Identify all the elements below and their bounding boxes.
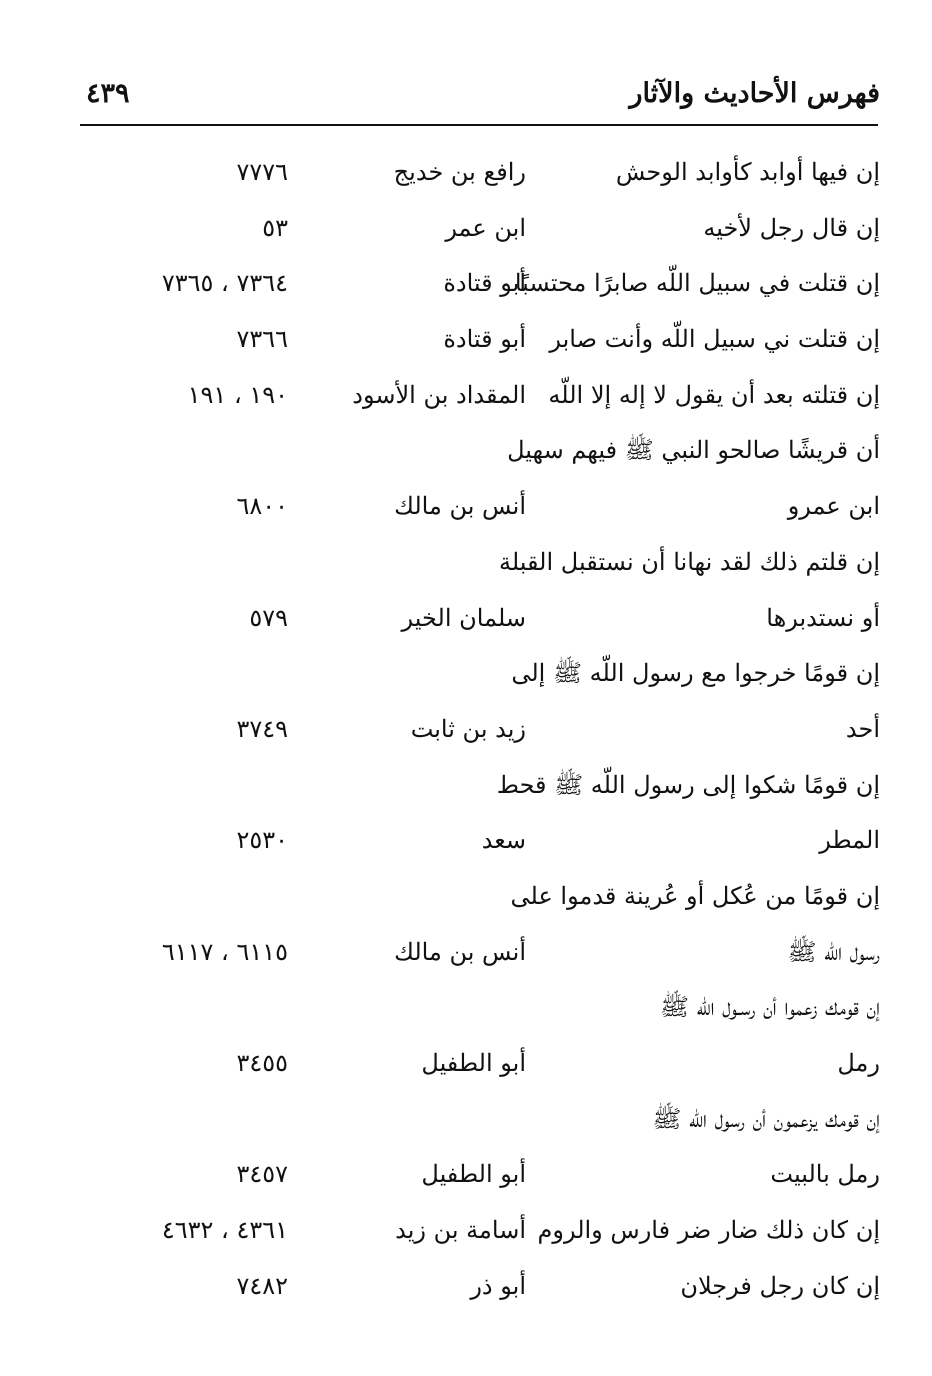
page-title: فهرس الأحاديث والآثار xyxy=(629,78,880,109)
index-entry xyxy=(0,1093,932,1149)
hadith-text: رمل بالبيت xyxy=(770,1160,880,1189)
hadith-text: إن قلتم ذلك لقد نهانا أن نستقبل القبلة xyxy=(498,547,880,576)
index-entry xyxy=(0,257,932,313)
hadith-text: إن قتلته بعد أن يقول لا إله إلا اللّه xyxy=(548,380,880,409)
narrator: رافع بن خديج xyxy=(393,158,526,186)
index-entry xyxy=(0,981,932,1037)
hadith-numbers: ٥٣ xyxy=(262,213,288,242)
hadith-numbers: ٥٧٩ xyxy=(249,603,288,632)
hadith-text: إن قومًا خرجوا مع رسول اللّه ﷺ إلى xyxy=(511,659,880,688)
narrator: أبو الطفيل xyxy=(421,1160,526,1189)
header-divider xyxy=(80,124,878,126)
hadith-text: رمل xyxy=(837,1049,880,1077)
hadith-index-list xyxy=(0,146,932,1315)
index-entry xyxy=(0,1148,932,1204)
index-entry xyxy=(0,480,932,536)
hadith-text: المطر xyxy=(819,826,880,855)
page-number: ٤٣٩ xyxy=(86,78,130,109)
page-header xyxy=(80,70,880,120)
hadith-numbers: ٣٤٥٧ xyxy=(236,1160,288,1189)
hadith-numbers: ٤٣٦١ ، ٤٦٣٢ xyxy=(161,1216,288,1245)
hadith-numbers: ١٩٠ ، ١٩١ xyxy=(187,380,288,409)
index-entry xyxy=(0,1260,932,1316)
index-entry xyxy=(0,536,932,592)
index-entry xyxy=(0,870,932,926)
narrator: أسامة بن زيد xyxy=(395,1216,526,1245)
hadith-text: إن قتلت ني سبيل اللّه وأنت صابر xyxy=(549,325,880,354)
index-entry xyxy=(0,313,932,369)
index-entry xyxy=(0,814,932,870)
hadith-numbers: ٢٥٣٠ xyxy=(236,826,288,855)
hadith-text: إن فيها أوابد كأوابد الوحش xyxy=(615,158,880,186)
index-entry xyxy=(0,202,932,258)
hadith-numbers: ٧٤٨٢ xyxy=(236,1271,288,1300)
hadith-text: إن قومًا من عُكل أو عُرينة قدموا على xyxy=(510,881,880,910)
hadith-text: رسول اللّه ﷺ xyxy=(787,937,880,966)
hadith-text: إن قومك يزعمون أن رسول اللّه ﷺ xyxy=(652,1104,880,1133)
hadith-text: إن قومك زعموا أن رسـول اللّه ﷺ xyxy=(659,993,880,1022)
hadith-text: إن كان ذلك ضار ضر فارس والروم xyxy=(537,1216,880,1245)
narrator: أنس بن مالك xyxy=(394,937,526,966)
narrator: المقداد بن الأسود xyxy=(352,380,526,409)
narrator: سعد xyxy=(481,826,526,855)
index-entry xyxy=(0,146,932,202)
narrator: أبو ذر xyxy=(470,1271,526,1300)
narrator: أبو قتادة xyxy=(443,325,526,354)
hadith-text: أن قريشًا صالحو النبي ﷺ فيهم سهيل xyxy=(507,436,880,465)
hadith-text: إن قال رجل لأخيه xyxy=(703,213,880,242)
hadith-numbers: ٦١١٥ ، ٦١١٧ xyxy=(161,937,288,966)
narrator: ابن عمر xyxy=(445,213,526,242)
narrator: أنس بن مالك xyxy=(394,492,526,521)
hadith-text: أو نستدبرها xyxy=(766,603,880,632)
index-entry xyxy=(0,1204,932,1260)
hadith-numbers: ٦٨٠٠ xyxy=(236,492,288,521)
hadith-text: ابن عمرو xyxy=(787,492,880,521)
narrator: زيد بن ثابت xyxy=(410,714,526,743)
hadith-numbers: ٣٤٥٥ xyxy=(236,1049,288,1077)
index-entry xyxy=(0,926,932,982)
index-entry xyxy=(0,1037,932,1093)
hadith-numbers: ٧٧٧٦ xyxy=(236,158,288,186)
hadith-numbers: ٧٣٦٦ xyxy=(236,325,288,354)
narrator: أبو قتادة xyxy=(443,269,526,298)
hadith-numbers: ٧٣٦٤ ، ٧٣٦٥ xyxy=(161,269,288,298)
hadith-text: إن قومًا شكوا إلى رسول اللّه ﷺ قحط xyxy=(496,770,880,799)
hadith-text: إن قتلت في سبيل اللّه صابرًا محتسبًا xyxy=(514,269,880,298)
index-entry xyxy=(0,759,932,815)
hadith-text: إن كان رجل فرجلان xyxy=(680,1271,880,1300)
index-entry xyxy=(0,703,932,759)
hadith-numbers: ٣٧٤٩ xyxy=(236,714,288,743)
index-entry xyxy=(0,647,932,703)
narrator: سلمان الخير xyxy=(401,603,526,632)
index-entry xyxy=(0,424,932,480)
index-entry xyxy=(0,369,932,425)
index-entry xyxy=(0,592,932,648)
hadith-text: أحد xyxy=(845,714,880,743)
narrator: أبو الطفيل xyxy=(421,1049,526,1077)
